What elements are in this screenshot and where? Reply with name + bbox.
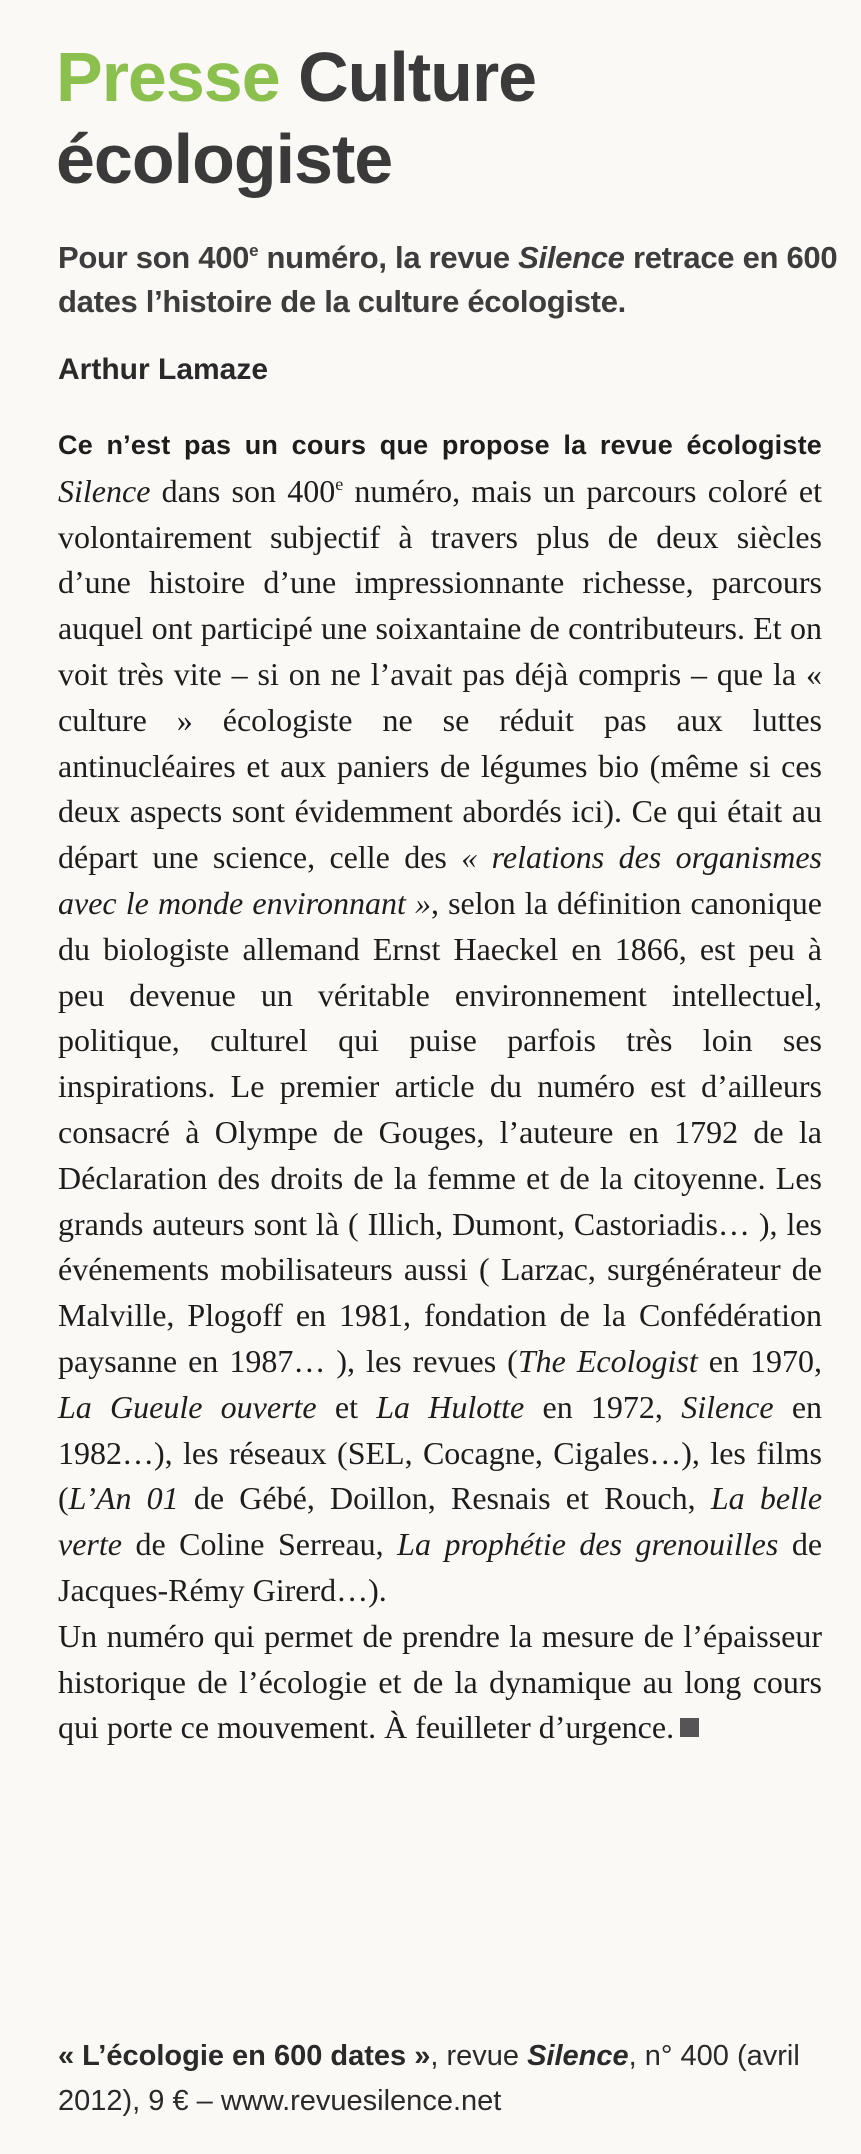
body-text: en 1970, — [697, 1342, 822, 1379]
end-of-article-square-icon — [680, 1718, 699, 1737]
deck-superscript: e — [249, 241, 259, 260]
body-italic: « relations des organismes avec le monde environnant » — [58, 839, 823, 921]
body-italic: The Ecologist — [517, 1342, 698, 1379]
body-text: dans son 400 — [150, 472, 336, 509]
body-superscript: e — [335, 473, 344, 494]
title-line-2: écologiste — [56, 120, 393, 198]
body-text: Un numéro qui permet de prendre la mesure de l’épaisseur historique de l’écologie et de la dynamique au long cours qui porte ce mouvement. À feuilleter d’urgence. — [58, 1617, 822, 1746]
body-italic: Silence — [681, 1388, 774, 1425]
body-text: de Gébé, Doillon, Resnais et Rouch, — [178, 1480, 711, 1517]
body-text: de Jacques-Rémy Girerd…). — [58, 1526, 823, 1608]
body-text: en 1972, — [524, 1388, 682, 1425]
reference-journal: Silence — [527, 2040, 629, 2072]
section-kicker: Presse — [56, 38, 280, 116]
deck-journal-name: Silence — [518, 240, 625, 275]
article-title — [56, 36, 846, 200]
author-byline: Arthur Lamaze — [58, 353, 269, 386]
body-italic: La prophétie des grenouilles — [397, 1526, 779, 1563]
body-italic: La belle verte — [58, 1480, 823, 1563]
body-italic: L’An 01 — [68, 1480, 179, 1517]
reference-text: , revue — [430, 2040, 528, 2072]
body-text: de Coline Serreau, — [121, 1526, 398, 1563]
publication-reference — [58, 2034, 838, 2124]
body-italic: Silence — [58, 472, 151, 509]
body-italic: La Hulotte — [376, 1388, 525, 1425]
deck-text: numéro, la revue — [258, 240, 519, 275]
reference-title: « L’écologie en 600 dates » — [58, 2040, 431, 2072]
deck-text: retrace en 600 dates l’histoire de la culture écologiste. — [58, 240, 838, 319]
body-italic: La Gueule ouverte — [58, 1388, 317, 1425]
body-paragraph-2 — [58, 1614, 822, 1751]
lead-in: Ce n’est pas un cours que propose la revue écologiste — [58, 430, 822, 460]
article-body — [58, 421, 822, 1751]
body-text: et — [316, 1388, 377, 1425]
reference-details: , n° 400 (avril 2012), 9 € – www.revuesilence.net — [58, 2040, 800, 2117]
deck-text: Pour son 400 — [58, 240, 250, 275]
body-text: , selon la définition canonique du biologiste allemand Ernst Haeckel en 1866, est peu à peu devenue un véritable environnement intellectuel, politique, culturel qui puise parfois très loin ses inspirations. Le premier article du numéro est d’ailleurs consacré à Olympe de Gouges, l’auteure en 1792 de la Déclaration des droits de la femme et de la citoyenne. Les grands auteurs sont là ( Illich, Dumont, Castoriadis… ), les événements mobilisateurs aussi ( Larzac, surgénérateur de Malville, Plogoff en 1981, fondation de la Confédération paysanne en 1987… ), les revues ( — [58, 884, 822, 1379]
title-line-1: Culture — [298, 38, 537, 116]
article-deck — [58, 236, 838, 324]
body-paragraph-1 — [58, 421, 822, 1614]
body-text: en 1982…), les réseaux (SEL, Cocagne, Cigales…), les films ( — [58, 1388, 823, 1517]
body-text: numéro, mais un parcours coloré et volontairement subjectif à travers plus de deux siècles d’une histoire d’une impressionnante richesse, parcours auquel ont participé une soixantaine de contributeurs. Et on voit très vite – si on ne l’avait pas déjà compris – que la « culture » écologiste ne se réduit pas aux luttes antinucléaires et aux paniers de légumes bio (même si ces deux aspects sont évidemment abordés ici). Ce qui était au départ une science, celle des — [58, 472, 823, 876]
